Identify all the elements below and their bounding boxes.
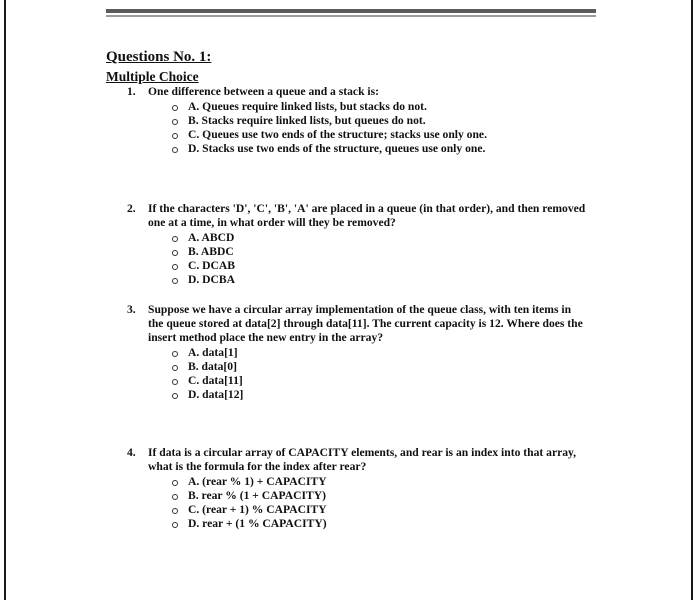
option-text: D. data[12]	[188, 388, 244, 401]
circle-bullet-icon	[172, 494, 178, 500]
section-title: Questions No. 1:	[106, 49, 212, 65]
circle-bullet-icon	[172, 264, 178, 270]
question-stem: If data is a circular array of CAPACITY elements, and rear is an index into that array, what is the formula for the index after rear?	[148, 446, 577, 473]
option-text: A. ABCD	[188, 231, 235, 244]
question-3	[127, 303, 587, 402]
circle-bullet-icon	[172, 393, 178, 399]
option-text: C. (rear + 1) % CAPACITY	[188, 503, 327, 516]
option-item[interactable]	[127, 360, 587, 374]
question-4	[127, 446, 587, 531]
question-1	[127, 85, 587, 156]
option-text: C. Queues use two ends of the structure; stacks use only one.	[188, 128, 487, 141]
option-item[interactable]	[127, 273, 587, 287]
top-rule	[106, 9, 596, 13]
option-list	[127, 475, 587, 531]
section-subtitle: Multiple Choice	[106, 69, 199, 84]
option-item[interactable]	[127, 475, 587, 489]
option-list	[127, 346, 587, 402]
question-number: 1.	[127, 85, 136, 98]
option-text: B. rear % (1 + CAPACITY)	[188, 489, 326, 502]
option-text: D. Stacks use two ends of the structure, queues use only one.	[188, 142, 486, 155]
question-stem: One difference between a queue and a stack is:	[148, 85, 380, 98]
option-text: C. data[11]	[188, 374, 243, 387]
option-item[interactable]	[127, 142, 587, 156]
option-text: A. data[1]	[188, 346, 238, 359]
option-item[interactable]	[127, 346, 587, 360]
question-2	[127, 202, 587, 287]
option-text: D. rear + (1 % CAPACITY)	[188, 517, 327, 530]
circle-bullet-icon	[172, 147, 178, 153]
question-number: 4.	[127, 446, 136, 459]
option-text: D. DCBA	[188, 273, 236, 286]
option-list	[127, 231, 587, 287]
option-text: B. Stacks require linked lists, but queues do not.	[188, 114, 426, 127]
circle-bullet-icon	[172, 105, 178, 111]
option-item[interactable]	[127, 489, 587, 503]
question-stem: If the characters 'D', 'C', 'B', 'A' are placed in a queue (in that order), and then removed one at a time, in what order will they be removed?	[148, 202, 586, 229]
circle-bullet-icon	[172, 522, 178, 528]
circle-bullet-icon	[172, 278, 178, 284]
option-item[interactable]	[127, 517, 587, 531]
option-list	[127, 100, 587, 156]
circle-bullet-icon	[172, 133, 178, 139]
option-item[interactable]	[127, 388, 587, 402]
circle-bullet-icon	[172, 351, 178, 357]
circle-bullet-icon	[172, 250, 178, 256]
option-text: B. data[0]	[188, 360, 237, 373]
circle-bullet-icon	[172, 119, 178, 125]
option-item[interactable]	[127, 259, 587, 273]
option-item[interactable]	[127, 231, 587, 245]
top-rule-shadow	[106, 15, 596, 17]
question-number: 2.	[127, 202, 136, 215]
option-text: A. (rear % 1) + CAPACITY	[188, 475, 327, 488]
question-stem: Suppose we have a circular array implementation of the queue class, with ten items in the queue stored at data[2] through data[11]. The current capacity is 12. Where does the insert method place the new entry in the array?	[148, 303, 583, 344]
circle-bullet-icon	[172, 480, 178, 486]
option-item[interactable]	[127, 245, 587, 259]
circle-bullet-icon	[172, 365, 178, 371]
question-number: 3.	[127, 303, 136, 316]
circle-bullet-icon	[172, 236, 178, 242]
option-text: B. ABDC	[188, 245, 234, 258]
option-item[interactable]	[127, 503, 587, 517]
option-text: A. Queues require linked lists, but stacks do not.	[188, 100, 427, 113]
right-border-line	[691, 0, 693, 600]
left-border-line	[4, 0, 6, 600]
option-item[interactable]	[127, 100, 587, 114]
option-item[interactable]	[127, 114, 587, 128]
circle-bullet-icon	[172, 379, 178, 385]
circle-bullet-icon	[172, 508, 178, 514]
option-text: C. DCAB	[188, 259, 236, 272]
option-item[interactable]	[127, 128, 587, 142]
option-item[interactable]	[127, 374, 587, 388]
